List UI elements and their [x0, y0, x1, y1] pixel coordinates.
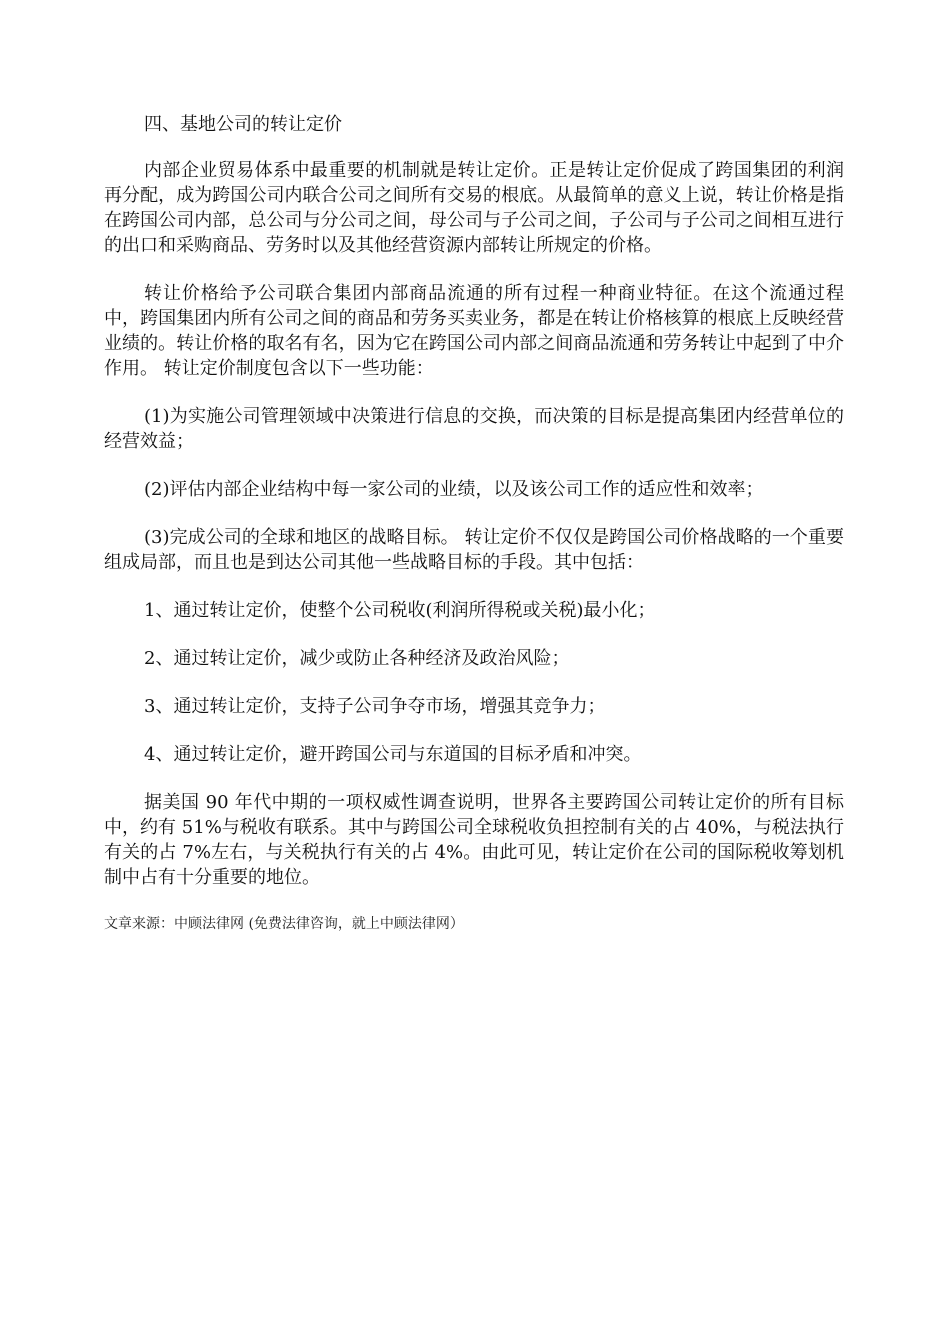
list-item-goal-4: 4、通过转让定价，避开跨国公司与东道国的目标矛盾和冲突。: [144, 744, 642, 765]
section-heading: 四、基地公司的转让定价: [144, 114, 342, 135]
paragraph-transfer-pricing-intro: 内部企业贸易体系中最重要的机制就是转让定价。正是转让定价促成了跨国集团的利润再分配，成为跨国公司内联合公司之间所有交易的根底。从最简单的意义上说，转让价格是指在跨国公司内部，总公司与分公司之间，母公司与子公司之间，子公司与子公司之间相互进行的出口和采购商品、劳务时以及其他经营资源内部转让所规定的价格。: [104, 160, 844, 256]
document-body: [104, 112, 844, 935]
list-item-goal-2: 2、通过转让定价，减少或防止各种经济及政治风险；: [144, 648, 570, 669]
list-item-goal-1: 1、通过转让定价，使整个公司税收(利润所得税或关税)最小化；: [144, 600, 656, 621]
list-item-goal-3: 3、通过转让定价，支持子公司争夺市场，增强其竞争力；: [144, 696, 606, 717]
paragraph-transfer-price-functions: 转让价格给予公司联合集团内部商品流通的所有过程一种商业特征。在这个流通过程中，跨国集团内所有公司之间的商品和劳务买卖业务，都是在转让价格核算的根底上反映经营业绩的。转让价格的取名有名，因为它在跨国公司内部之间商品流通和劳务转让中起到了中介作用。 转让定价制度包含以下一些功能：: [104, 283, 844, 379]
list-item-function-1: (1)为实施公司管理领域中决策进行信息的交换，而决策的目标是提高集团内经营单位的经营效益；: [104, 406, 844, 452]
article-source: 文章来源：中顾法律网 (免费法律咨询，就上中顾法律网）: [104, 916, 464, 932]
paragraph-survey-summary: 据美国 90 年代中期的一项权威性调查说明，世界各主要跨国公司转让定价的所有目标中，约有 51%与税收有联系。其中与跨国公司全球税收负担控制有关的占 40%，与税法执行有关的占 7%左右，与关税执行有关的占 4%。由此可见，转让定价在公司的国际税收筹划机制中占有十分重要的地位。: [104, 792, 844, 888]
list-item-function-3: (3)完成公司的全球和地区的战略目标。 转让定价不仅仅是跨国公司价格战略的一个重要组成局部，而且也是到达公司其他一些战略目标的手段。其中包括：: [104, 527, 844, 573]
list-item-function-2: (2)评估内部企业结构中每一家公司的业绩，以及该公司工作的适应性和效率；: [144, 479, 764, 500]
